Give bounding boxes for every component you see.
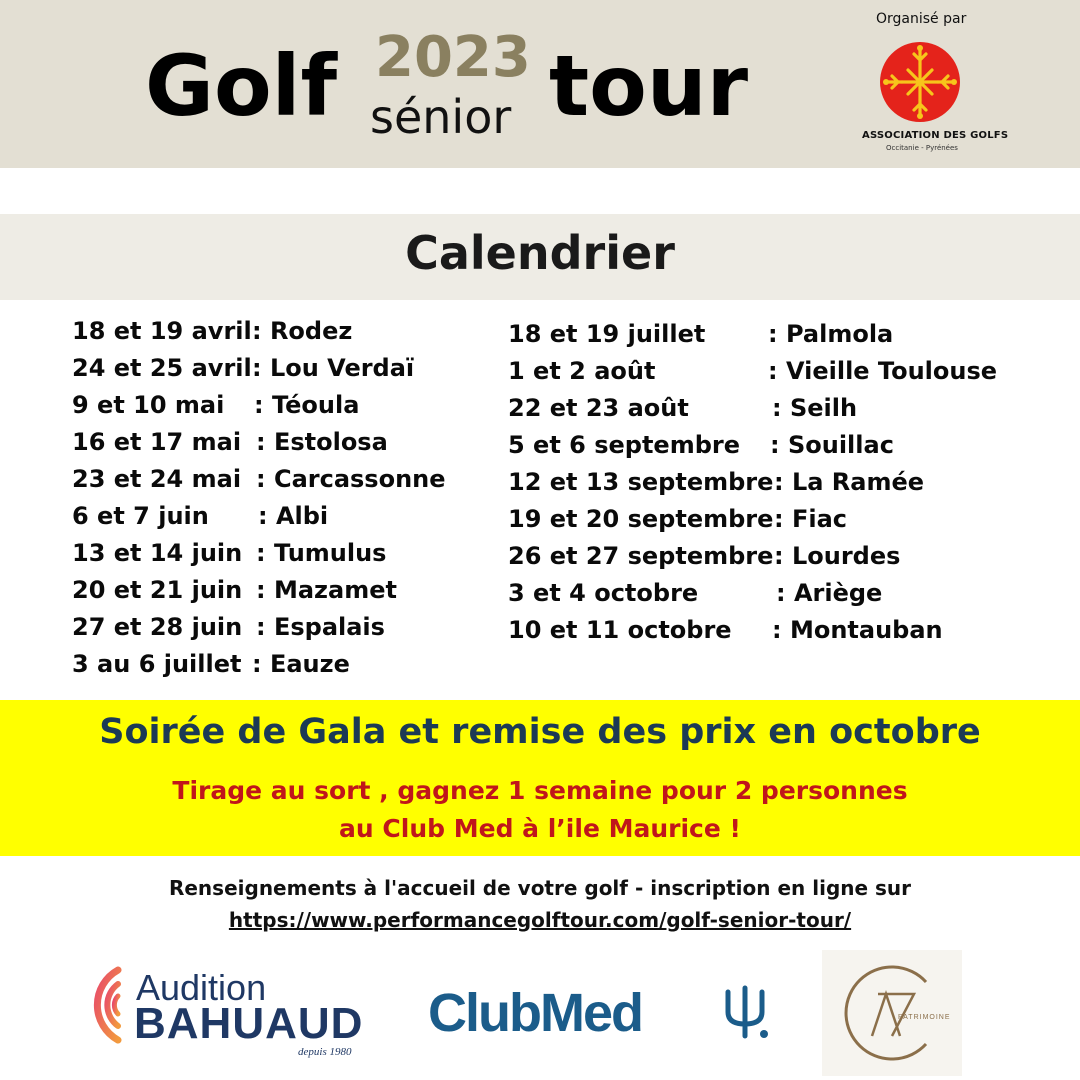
event-venue: : Albi (258, 502, 329, 530)
event-dates: 3 et 4 octobre (508, 579, 699, 607)
gala-prize-line1: Tirage au sort , gagnez 1 semaine pour 2 personnes (172, 776, 908, 805)
event-venue: : Carcassonne (256, 465, 446, 493)
event-venue: : Tumulus (256, 539, 387, 567)
event-venue: : Espalais (256, 613, 385, 641)
event-venue: : Ariège (776, 579, 883, 607)
a7-emblem (830, 954, 948, 1072)
event-dates: 1 et 2 août (508, 357, 656, 385)
gala-title: Soirée de Gala et remise des prix en octobre (99, 712, 981, 752)
event-venue: : Montauban (772, 616, 943, 644)
event-venue: : La Ramée (774, 468, 925, 496)
event-venue: : Eauze (252, 650, 350, 678)
event-dates: 13 et 14 juin (72, 539, 243, 567)
clubmed-logo-text: ClubMed (428, 983, 642, 1043)
event-dates: 19 et 20 septembre (508, 505, 774, 533)
trident-icon (720, 982, 770, 1042)
association-name: ASSOCIATION DES GOLFS (862, 130, 1009, 141)
event-venue: : Mazamet (256, 576, 397, 604)
registration-link[interactable]: https://www.performancegolftour.com/golf-senior-tour/ (228, 908, 852, 932)
event-venue: : Seilh (772, 394, 858, 422)
event-venue: : Estolosa (256, 428, 388, 456)
event-venue: : Fiac (774, 505, 847, 533)
event-venue: : Rodez (252, 317, 353, 345)
event-dates: 18 et 19 juillet (508, 320, 706, 348)
event-dates: 5 et 6 septembre (508, 431, 741, 459)
info-text: Renseignements à l'accueil de votre golf - inscription en ligne sur (168, 876, 912, 900)
event-dates: 9 et 10 mai (72, 391, 225, 419)
event-dates: 6 et 7 juin (72, 502, 209, 530)
event-venue: : Lou Verdaï (252, 354, 415, 382)
event-dates: 10 et 11 octobre (508, 616, 732, 644)
audition-label: Audition (136, 967, 267, 1008)
event-dates: 12 et 13 septembre (508, 468, 774, 496)
event-venue: : Vieille Toulouse (768, 357, 998, 385)
bahuaud-label: BAHUAUD (134, 999, 364, 1048)
event-dates: 23 et 24 mai (72, 465, 242, 493)
title-golf: Golf (145, 37, 337, 135)
association-region: Occitanie - Pyrénées (886, 144, 958, 152)
title-year: 2023 (375, 25, 531, 90)
event-venue: : Palmola (768, 320, 894, 348)
gala-prize-line2: au Club Med à l’ile Maurice ! (339, 814, 741, 843)
organised-by-label: Organisé par (876, 11, 967, 27)
occitanie-cross-logo (878, 40, 962, 124)
patrimoine-label: PATRIMOINE (898, 1014, 951, 1021)
event-venue: : Lourdes (774, 542, 901, 570)
event-venue: : Souillac (770, 431, 894, 459)
title-tour: tour (549, 37, 749, 135)
event-dates: 22 et 23 août (508, 394, 689, 422)
calendar-title: Calendrier (405, 226, 675, 280)
bahuaud-since: depuis 1980 (298, 1046, 352, 1058)
event-dates: 18 et 19 avril (72, 317, 252, 345)
event-dates: 26 et 27 septembre (508, 542, 774, 570)
event-dates: 24 et 25 avril (72, 354, 252, 382)
event-dates: 20 et 21 juin (72, 576, 243, 604)
title-senior: sénior (370, 90, 512, 144)
audition-bahuaud-logo-mark (62, 962, 124, 1048)
event-dates: 3 au 6 juillet (72, 650, 242, 678)
event-venue: : Téoula (254, 391, 360, 419)
event-dates: 16 et 17 mai (72, 428, 242, 456)
event-dates: 27 et 28 juin (72, 613, 243, 641)
